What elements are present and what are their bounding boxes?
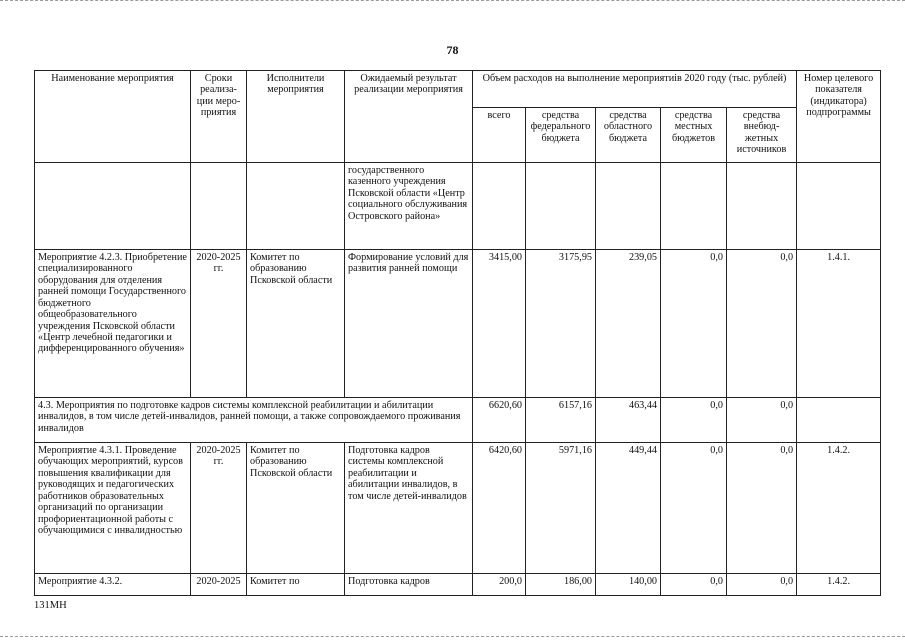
header-extra: средства внебюд- жетных источников	[727, 108, 797, 163]
header-name: Наименование мероприятия	[35, 71, 191, 163]
cell-regional: 140,00	[596, 574, 661, 596]
cell-local: 0,0	[661, 398, 727, 443]
header-indicator: Номер целевого показателя (индикатора) подпрограммы	[797, 71, 881, 163]
table-row	[35, 163, 881, 250]
cell-federal: 186,00	[526, 574, 596, 596]
cell-indicator: 1.4.2.	[797, 443, 881, 574]
cell-regional: 239,05	[596, 250, 661, 398]
cell-local: 0,0	[661, 574, 727, 596]
header-executor: Исполнители мероприятия	[247, 71, 345, 163]
cell-term	[191, 163, 247, 250]
cell-executor: Комитет по образованию Псковской области	[247, 250, 345, 398]
cell-name	[35, 163, 191, 250]
cell-indicator: 1.4.1.	[797, 250, 881, 398]
cell-total: 6620,60	[473, 398, 526, 443]
cell-local: 0,0	[661, 443, 727, 574]
cell-executor: Комитет по образованию Псковской области	[247, 443, 345, 574]
cell-total: 3415,00	[473, 250, 526, 398]
cell-total: 6420,60	[473, 443, 526, 574]
cell-result: государственного казенного учреждения Псковской области «Центр социального обслуживания Островского района»	[345, 163, 473, 250]
header-federal: средства федерального бюджета	[526, 108, 596, 163]
table-row	[35, 443, 881, 574]
cell-federal	[526, 163, 596, 250]
cell-federal: 6157,16	[526, 398, 596, 443]
header-local: средства местных бюджетов	[661, 108, 727, 163]
page-number: 78	[446, 43, 459, 57]
table-row	[35, 574, 881, 596]
cell-extra	[727, 163, 797, 250]
cell-total	[473, 163, 526, 250]
cell-term: 2020-2025 гг.	[191, 443, 247, 574]
table-row	[35, 250, 881, 398]
cell-indicator	[797, 398, 881, 443]
cell-executor	[247, 163, 345, 250]
header-row	[35, 71, 881, 108]
cell-regional	[596, 163, 661, 250]
cell-extra: 0,0	[727, 398, 797, 443]
header-total: всего	[473, 108, 526, 163]
cell-indicator	[797, 163, 881, 250]
scan-top-edge	[0, 0, 905, 3]
cell-local	[661, 163, 727, 250]
footer-code: 131МН	[34, 600, 67, 611]
cell-extra: 0,0	[727, 574, 797, 596]
cell-local: 0,0	[661, 250, 727, 398]
header-budget-group: Объем расходов на выполнение мероприятиів 2020 году (тыс. рублей)	[473, 71, 797, 108]
cell-name: Мероприятие 4.2.3. Приобретение специализированного оборудования для отделения ранней помощи Государственного бюджетного общеобразовательного учреждения Псковской области «Центр лечебной педагогики и дифференцированного обучения»	[35, 250, 191, 398]
section-row	[35, 398, 881, 443]
cell-executor: Комитет по	[247, 574, 345, 596]
cell-indicator: 1.4.2.	[797, 574, 881, 596]
expenditure-table	[34, 70, 881, 596]
cell-name: Мероприятие 4.3.1. Проведение обучающих мероприятий, курсов повышения квалификации для руководящих и педагогических работников образовательных организаций по организации профориентационной работы с обучающимися с инвалидностью	[35, 443, 191, 574]
header-term: Сроки реализа- ции меро- приятия	[191, 71, 247, 163]
header-result: Ожидаемый результат реализации мероприятия	[345, 71, 473, 163]
cell-name: Мероприятие 4.3.2.	[35, 574, 191, 596]
section-title: 4.3. Мероприятия по подготовке кадров системы комплексной реабилитации и абилитации инвалидов, в том числе детей-инвалидов, ранней помощи, а также сопровождаемого проживания инвалидов	[35, 398, 473, 443]
cell-regional: 463,44	[596, 398, 661, 443]
cell-federal: 5971,16	[526, 443, 596, 574]
cell-total: 200,0	[473, 574, 526, 596]
cell-extra: 0,0	[727, 250, 797, 398]
header-regional: средства областного бюджета	[596, 108, 661, 163]
cell-result: Подготовка кадров	[345, 574, 473, 596]
cell-result: Подготовка кадров системы комплексной реабилитации и абилитации инвалидов, в том числе детей-инвалидов	[345, 443, 473, 574]
scan-bottom-edge	[0, 636, 905, 638]
cell-term: 2020-2025 гг.	[191, 250, 247, 398]
cell-term: 2020-2025	[191, 574, 247, 596]
cell-regional: 449,44	[596, 443, 661, 574]
cell-result: Формирование условий для развития ранней помощи	[345, 250, 473, 398]
cell-extra: 0,0	[727, 443, 797, 574]
cell-federal: 3175,95	[526, 250, 596, 398]
